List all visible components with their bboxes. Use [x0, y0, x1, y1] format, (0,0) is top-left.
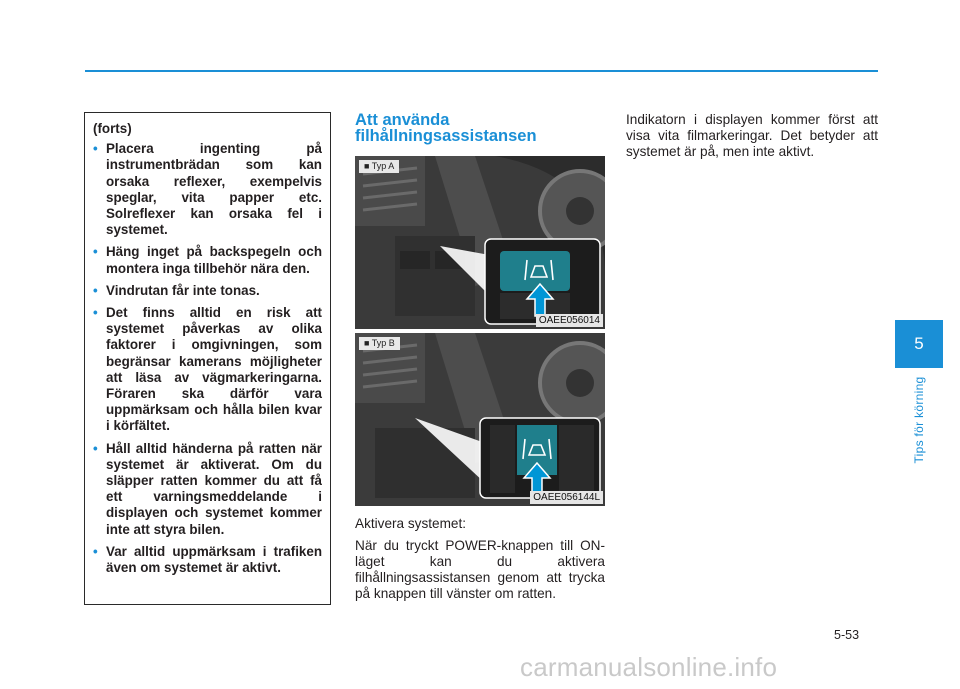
paragraph: Aktivera systemet:: [355, 516, 467, 531]
bullet-icon: •: [93, 282, 98, 298]
caution-box: [84, 112, 331, 605]
bullet-icon: •: [93, 543, 98, 559]
caution-item: • Placera ingenting på instrumentbrädan som kan orsaka reflexer, exempelvis speglar, vita papper etc. Solreflexer kan orsaka fel i systemet.: [93, 141, 322, 238]
caution-list: [93, 141, 322, 576]
caution-item: • Håll alltid händerna på ratten när systemet är aktiverat. Om du släpper ratten kommer du att få ett varningsmeddelande i displayen och systemet kommer inte att styra bilen.: [93, 440, 322, 537]
figure-type-b: [355, 333, 605, 506]
right-body-text: [626, 112, 878, 166]
paragraph: Indikatorn i displayen kommer först att visa vita filmarkeringar. Det betyder att systemet är på, men inte aktivt.: [626, 112, 878, 159]
caution-title: (forts): [93, 121, 132, 136]
bullet-icon: •: [93, 440, 98, 456]
figure-code: OAEE056144L: [530, 491, 603, 504]
page-number: 5-53: [834, 628, 860, 642]
middle-body-text: [355, 516, 605, 608]
chapter-title: Tips för körning: [912, 376, 926, 464]
dashboard-photo-b: [355, 333, 605, 506]
caution-item: • Häng inget på backspegeln och montera inga tillbehör nära den.: [93, 244, 322, 276]
paragraph: När du tryckt POWER-knappen till ON-läget kan du aktivera filhållningsassistansen genom att trycka på knappen till vänster om ratten.: [355, 538, 605, 601]
chapter-number-tab: 5: [895, 320, 943, 368]
bullet-icon: •: [93, 305, 98, 321]
bullet-icon: •: [93, 141, 98, 157]
header-rule: [85, 70, 878, 72]
caution-item: • Det finns alltid en risk att systemet påverkas av olika faktorer i omgivningen, som begränsar kamerans möjligheter att läsa av vägmarkeringarna. Föraren ska därför vara uppmärksam och hålla bilen kvar i körfältet.: [93, 305, 322, 434]
caution-item: • Var alltid uppmärksam i trafiken även om systemet är aktivt.: [93, 543, 322, 576]
figure-type-a: [355, 156, 605, 329]
figure-code: OAEE056014: [536, 314, 603, 327]
dashboard-photo-a: [355, 156, 605, 329]
section-heading: Att använda filhållningsassistansen: [355, 111, 537, 145]
figure-tag: ■ Typ A: [359, 160, 399, 173]
caution-item: • Vindrutan får inte tonas.: [93, 282, 260, 298]
figure-tag: ■ Typ B: [359, 337, 400, 350]
bullet-icon: •: [93, 244, 98, 260]
watermark: carmanualsonline.info: [520, 652, 778, 682]
